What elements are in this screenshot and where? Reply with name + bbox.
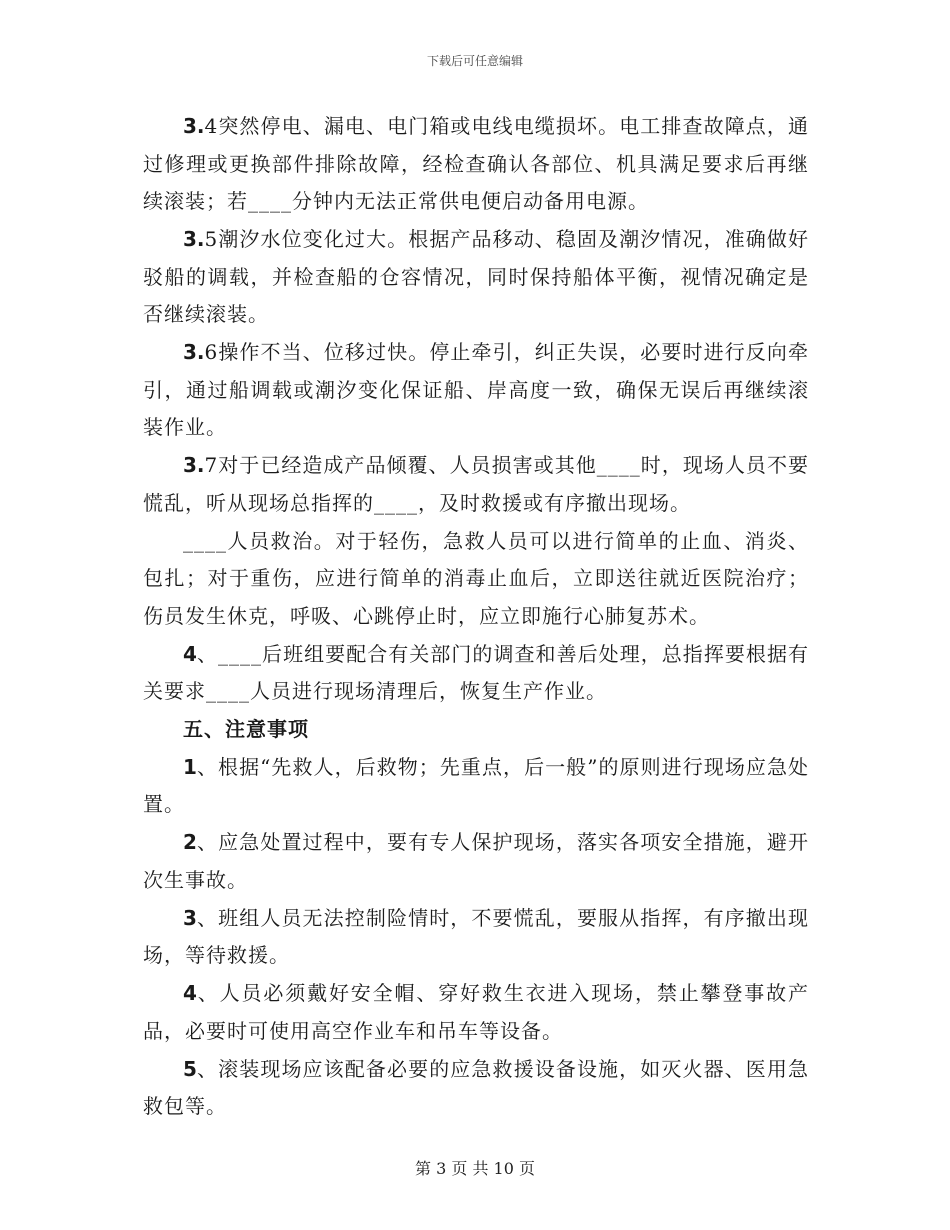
paragraph-rescue <box>143 523 809 636</box>
paragraph-3-6 <box>143 334 809 447</box>
notice-item-1 <box>143 749 809 824</box>
paragraph-number: 3. <box>183 453 205 477</box>
item-number: 4 <box>183 981 197 1005</box>
paragraph-3-7 <box>143 447 809 522</box>
paragraph-number: 4 <box>183 641 197 666</box>
item-text: 、人员必须戴好安全帽、穿好救生衣进入现场，禁止攀登事故产品，必要时可使用高空作业车和吊车等设备。 <box>143 981 809 1043</box>
paragraph-text: 7对于已经造成产品倾覆、人员损害或其他____时，现场人员不要慌乱，听从现场总指挥的____，及时救援或有序撤出现场。 <box>143 453 809 515</box>
paragraph-number: 3. <box>183 114 205 138</box>
paragraph-4 <box>143 636 809 711</box>
item-text: 、应急处置过程中，要有专人保护现场，落实各项安全措施，避开次生事故。 <box>143 830 809 892</box>
page-footer: 第 3 页 共 10 页 <box>415 1159 535 1178</box>
paragraph-number: 3. <box>183 340 205 364</box>
paragraph-text: 5潮汐水位变化过大。根据产品移动、稳固及潮汐情况，准确做好驳船的调载，并检查船的仓容情况，同时保持船体平衡，视情况确定是否继续滚装。 <box>143 227 809 326</box>
item-text: 、班组人员无法控制险情时，不要慌乱，要服从指挥，有序撤出现场，等待救援。 <box>143 905 809 967</box>
notice-item-5 <box>143 1051 809 1126</box>
notice-item-3 <box>143 900 809 975</box>
page-header: 下载后可任意编辑 <box>426 54 523 68</box>
paragraph-text: 4突然停电、漏电、电门箱或电线电缆损坏。电工排查故障点，通过修理或更换部件排除故障，经检查确认各部位、机具满足要求后再继续滚装；若____分钟内无法正常供电便启动备用电源。 <box>143 114 809 213</box>
paragraph-3-5 <box>143 221 809 334</box>
notice-item-2 <box>143 824 809 899</box>
item-text: 、滚装现场应该配备必要的应急救援设备设施，如灭火器、医用急救包等。 <box>143 1056 809 1118</box>
item-text: 、根据“先救人，后救物；先重点，后一般”的原则进行现场应急处置。 <box>143 754 809 816</box>
paragraph-text: 、____后班组要配合有关部门的调查和善后处理，总指挥要根据有关要求____人员进行现场清理后，恢复生产作业。 <box>143 641 809 703</box>
item-number: 5 <box>183 1056 197 1081</box>
notice-item-4 <box>143 975 809 1050</box>
paragraph-3-4 <box>143 108 809 221</box>
document-body <box>143 108 809 1126</box>
item-number: 2 <box>183 830 197 854</box>
item-number: 3 <box>183 905 197 930</box>
item-number: 1 <box>183 754 197 779</box>
section-heading: 五、注意事项 <box>183 717 309 741</box>
paragraph-text: 6操作不当、位移过快。停止牵引，纠正失误，必要时进行反向牵引，通过船调载或潮汐变化保证船、岸高度一致，确保无误后再继续滚装作业。 <box>143 340 809 439</box>
paragraph-number: 3. <box>183 227 205 251</box>
paragraph-text: ____人员救治。对于轻伤，急救人员可以进行简单的止血、消炎、包扎；对于重伤，应进行简单的消毒止血后，立即送往就近医院治疗；伤员发生休克，呼吸、心跳停止时，应立即施行心肺复苏术。 <box>143 528 809 628</box>
